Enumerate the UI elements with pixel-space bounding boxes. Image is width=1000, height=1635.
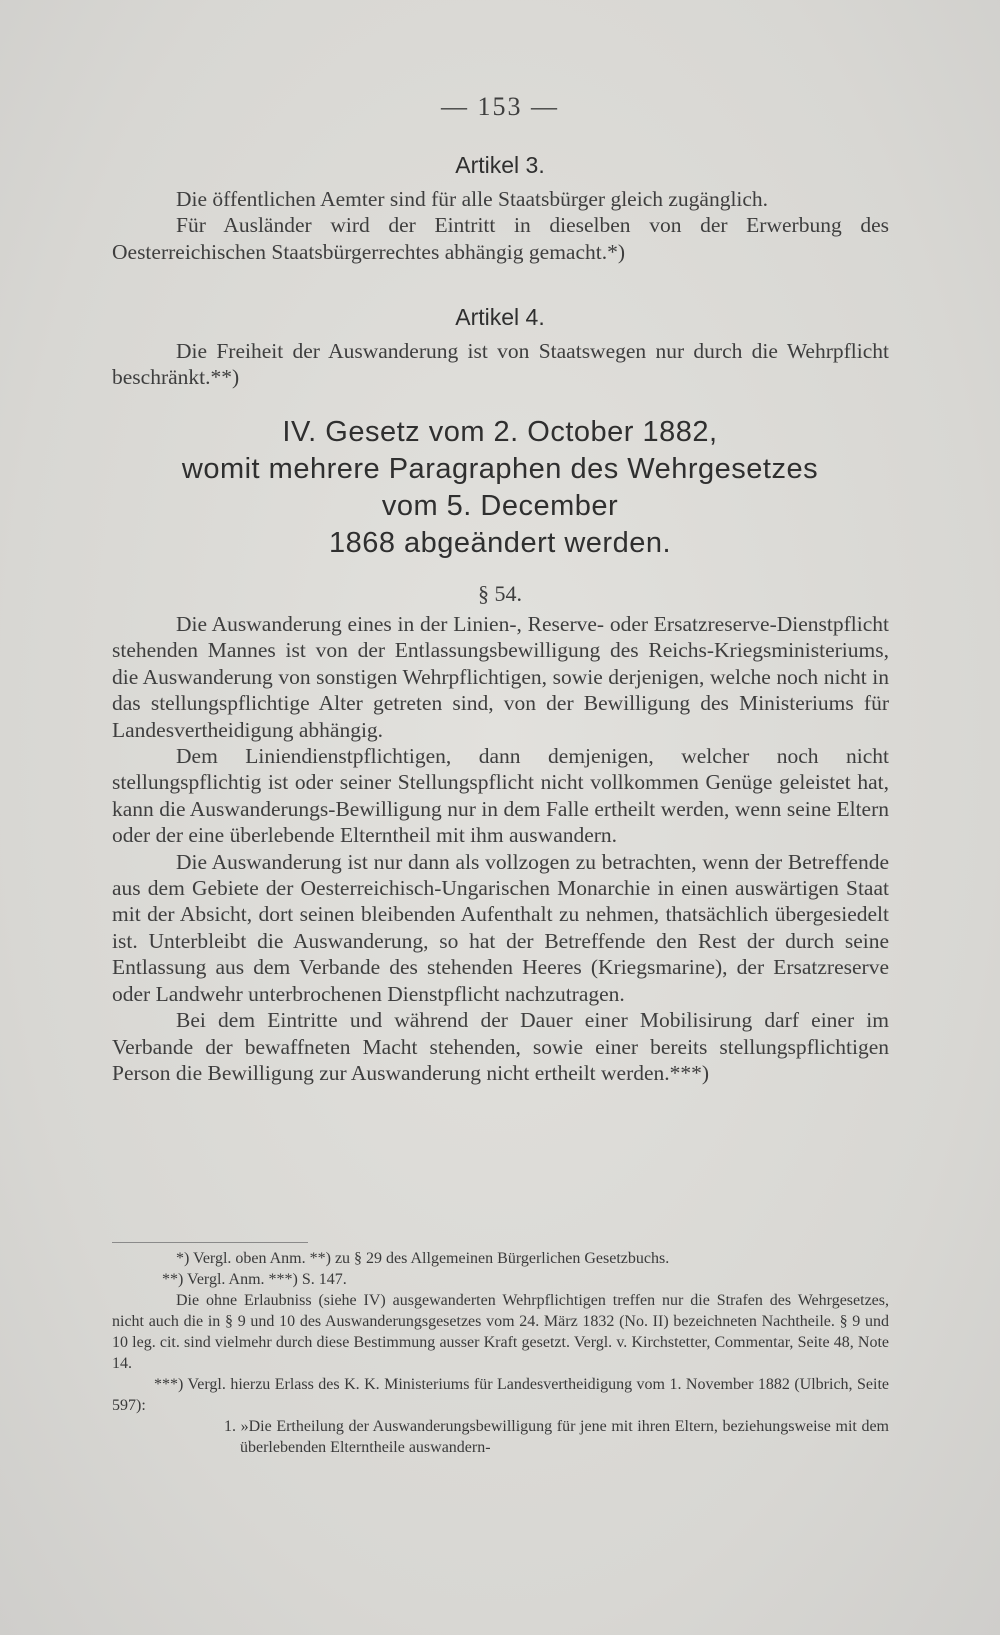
body-paragraph-3: Die Auswanderung ist nur dann als vollzogen zu betrachten, wenn der Betreffende aus dem Gebiete der Oesterreichisch-Ungarischen Monarchie in einen auswärtigen Staat mit der Absicht, dort seinen bleibenden Aufenthalt zu nehmen, thatsächlich übergesiedelt ist. Unterbleibt die Auswanderung, so hat der Betreffende den Rest der durch seine Entlassung aus dem Verbande des stehenden Heeres (Kriegsmarine), der Ersatzreserve oder Landwehr unterbrochenen Dienstpflicht nachzutragen.: [112, 849, 889, 1006]
law-title-line-1: IV. Gesetz vom 2. October 1882,: [282, 416, 718, 448]
article-3-text: [112, 186, 889, 265]
body-paragraph-4: Bei dem Eintritte und während der Dauer einer Mobilisirung darf einer im Verbande der bewaffneten Macht stehenden, sowie einer bereits stellungspflichtigen Person die Bewilligung zur Auswanderung nicht ertheilt werden.***): [112, 1008, 889, 1085]
footnote-separator: [112, 1242, 308, 1243]
page-number: — 153 —: [441, 92, 559, 121]
footnotes: [112, 1248, 889, 1458]
article-4-heading: Artikel 4.: [455, 304, 545, 330]
law-title-line-2: womit mehrere Paragraphen des Wehrgesetzes: [181, 453, 819, 485]
law-title-line-4: 1868 abgeändert werden.: [328, 527, 672, 559]
footnote-3: ***) Vergl. hierzu Erlass des K. K. Ministeriums für Landesvertheidigung vom 1. November 1882 (Ulbrich, Seite 597):: [112, 1376, 889, 1414]
article-3-paragraph-2: Für Ausländer wird der Eintritt in dieselben von der Erwerbung des Oesterreichischen Staatsbürgerrechtes abhängig gemacht.*): [112, 213, 889, 264]
section-54-body: [112, 611, 889, 1086]
article-3-paragraph-1: Die öffentlichen Aemter sind für alle Staatsbürger gleich zugänglich.: [176, 187, 769, 211]
section-54-heading: § 54.: [478, 581, 522, 606]
article-4-text: [112, 338, 889, 391]
article-4-paragraph-1: Die Freiheit der Auswanderung ist von Staatswegen nur durch die Wehrpflicht beschränkt.**): [112, 339, 889, 390]
law-title-line-3: vom 5. December: [381, 490, 619, 522]
body-paragraph-1: Die Auswanderung eines in der Linien-, Reserve- oder Ersatzreserve-Dienstpflicht stehenden Mannes ist von der Entlassungsbewilligung des Reichs-Kriegsministeriums, die Auswanderung von sonstigen Wehrpflichtigen, sowie derjenigen, welche noch nicht in das stellungspflichtige Alter getreten sind, von der Bewilligung des Ministeriums für Landesvertheidigung abhängig.: [112, 612, 889, 742]
body-paragraph-2: Dem Liniendienstpflichtigen, dann demjenigen, welcher noch nicht stellungspflichtig ist oder seiner Stellungspflicht nicht vollkommen Genüge geleistet hat, kann die Auswanderungs-Bewilligung nur in dem Falle ertheilt werden, wenn seine Eltern oder der eine überlebende Elterntheil mit ihm auswandern.: [112, 744, 889, 848]
footnote-3-item-1: 1. »Die Ertheilung der Auswanderungsbewilligung für jene mit ihren Eltern, beziehungsweise mit dem überlebenden Elterntheile auswandern-: [224, 1418, 889, 1456]
footnote-2: **) Vergl. Anm. ***) S. 147.: [162, 1271, 347, 1288]
footnote-1: *) Vergl. oben Anm. **) zu § 29 des Allgemeinen Bürgerlichen Gesetzbuchs.: [176, 1250, 670, 1267]
footnote-2-text: Die ohne Erlaubniss (siehe IV) ausgewanderten Wehrpflichtigen treffen nur die Strafen des Wehrgesetzes, nicht auch die in § 9 und 10 des Auswanderungsgesetzes vom 24. März 1832 (No. II) bezeichneten Nachtheile. § 9 und 10 leg. cit. sind vielmehr durch diese Bestimmung ausser Kraft gesetzt. Vergl. v. Kirchstetter, Commentar, Seite 48, Note 14.: [112, 1292, 889, 1372]
article-3-heading: Artikel 3.: [455, 152, 545, 178]
